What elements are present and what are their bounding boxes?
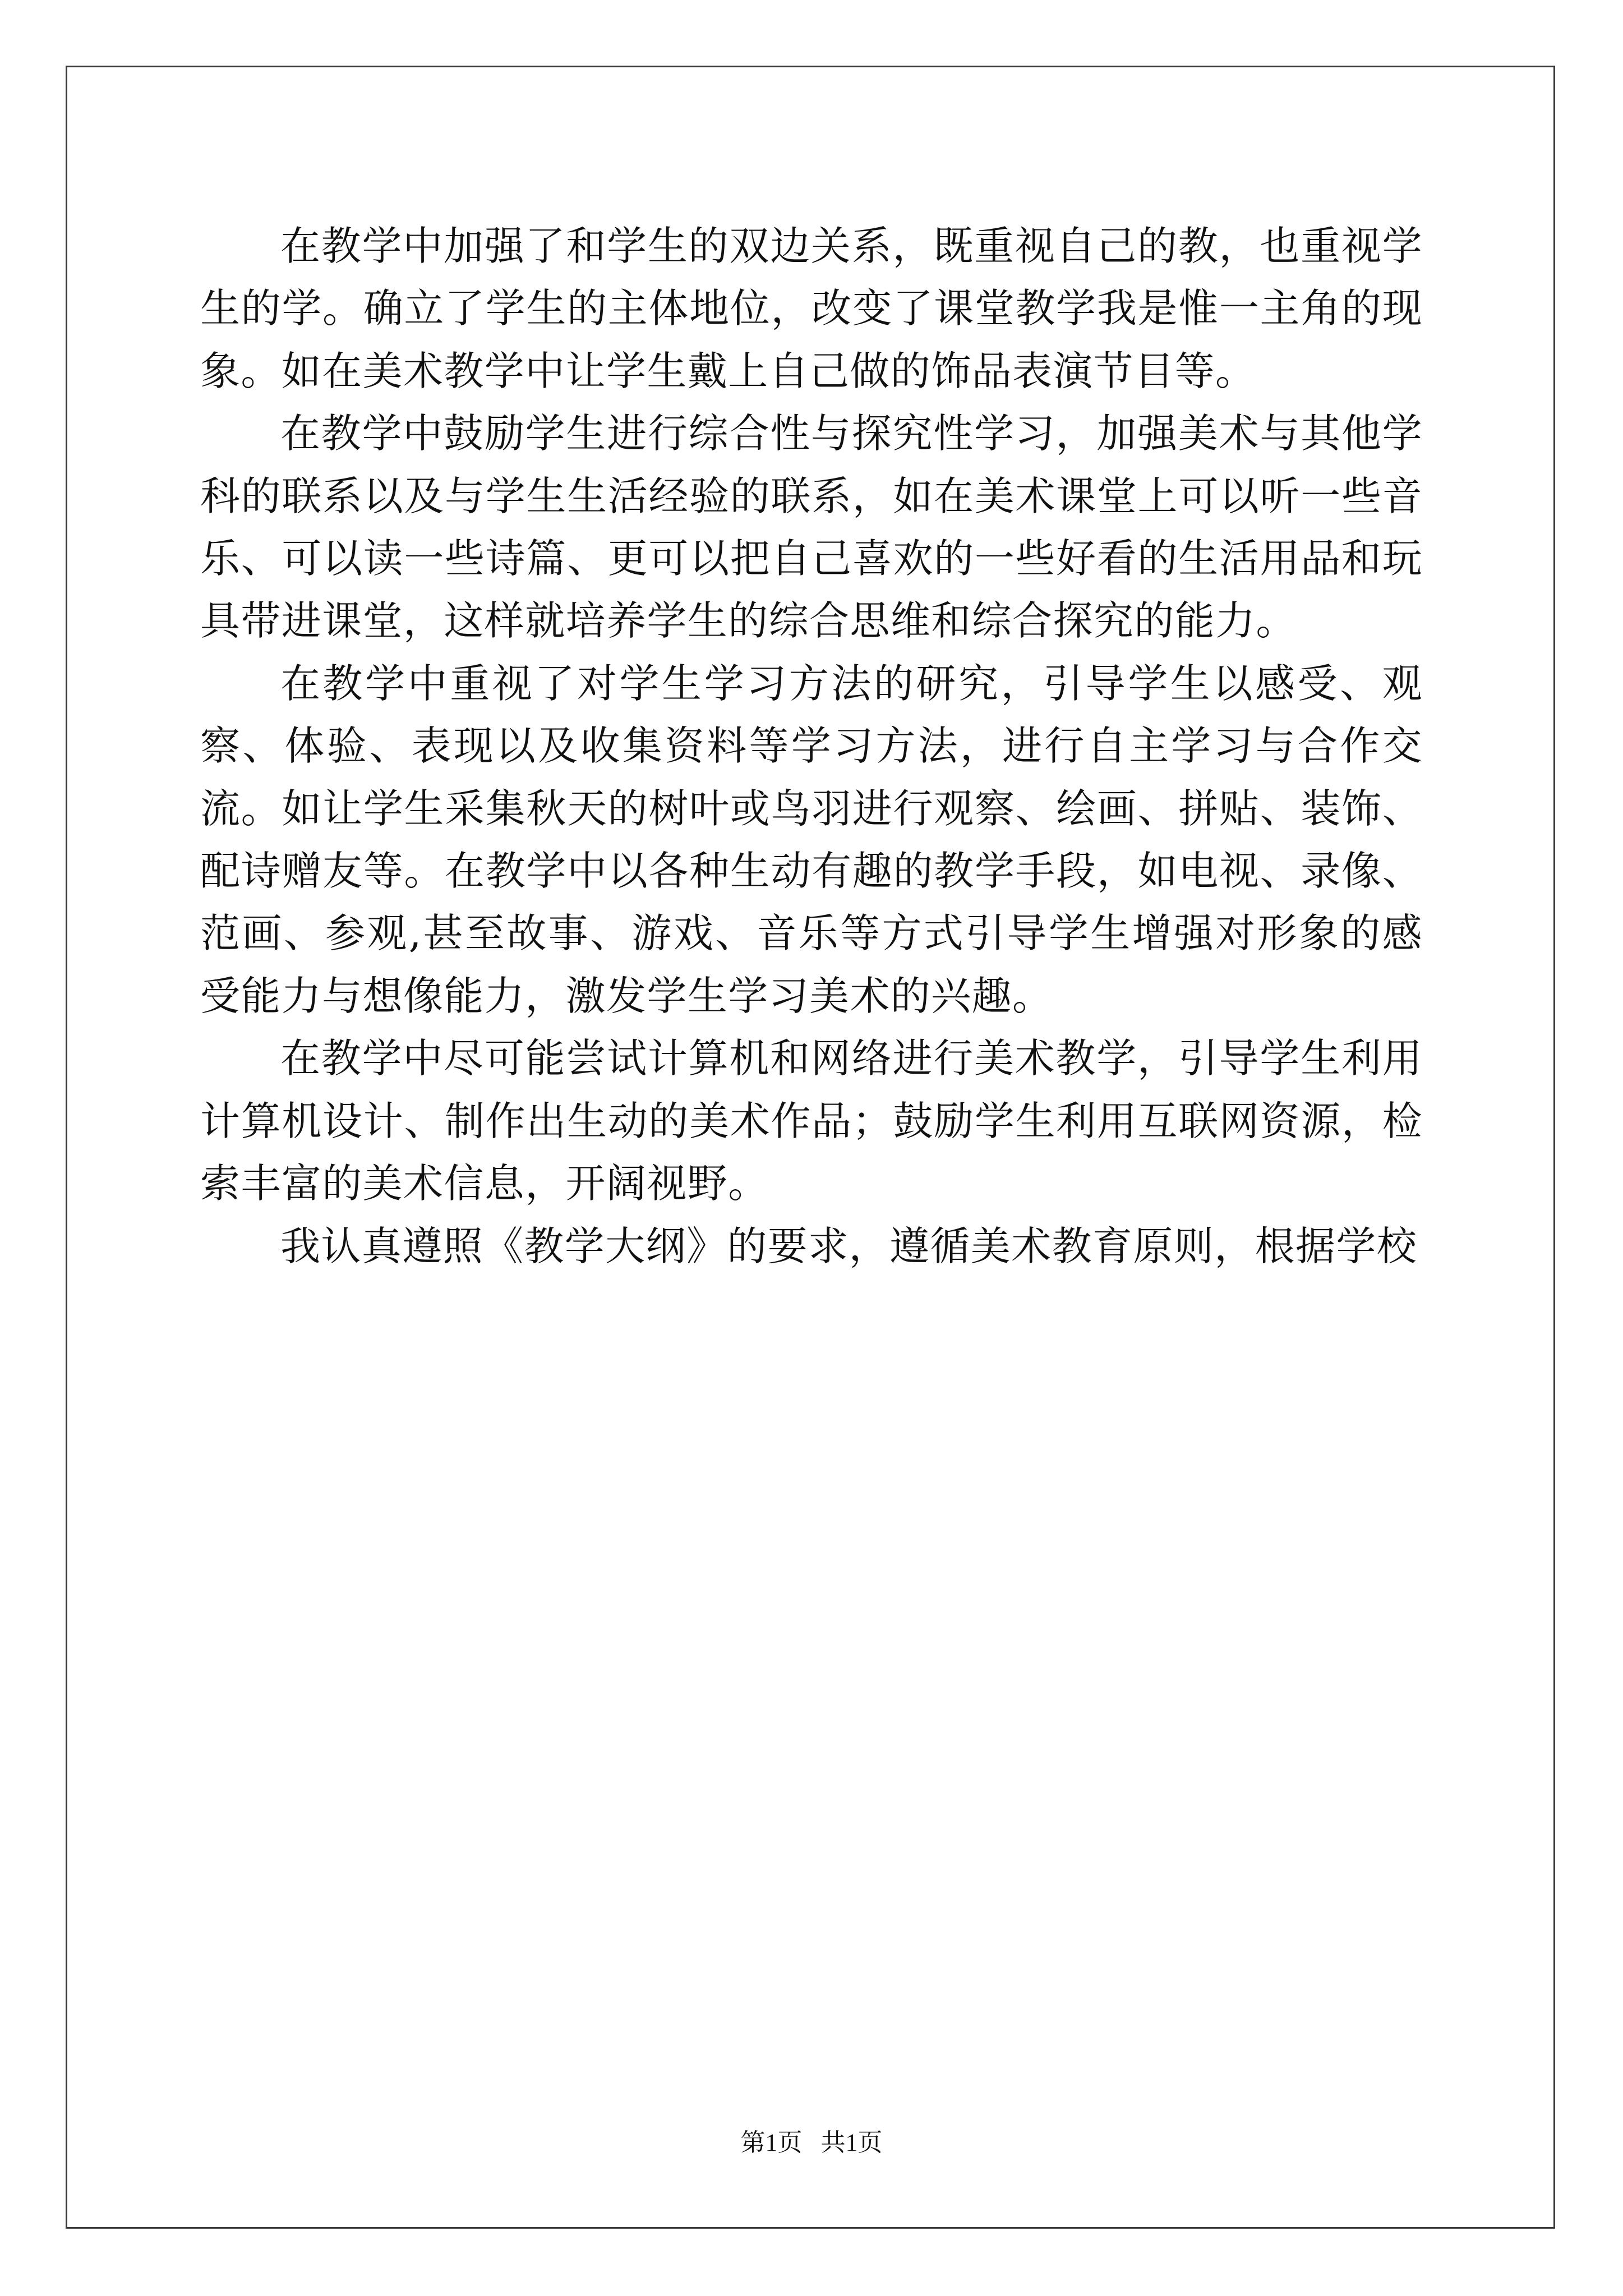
- page-footer: [0, 2128, 1623, 2157]
- document-body: [200, 215, 1423, 1277]
- paragraph-4: 在教学中尽可能尝试计算机和网络进行美术教学，引导学生利用计算机设计、制作出生动的美术作品；鼓励学生利用互联网资源，检索丰富的美术信息，开阔视野。: [200, 1035, 1423, 1207]
- page-total: 共1页: [820, 2129, 883, 2156]
- page-number: 第1页: [740, 2129, 803, 2156]
- paragraph-2: 在教学中鼓励学生进行综合性与探究性学习，加强美术与其他学科的联系以及与学生生活经验的联系，如在美术课堂上可以听一些音乐、可以读一些诗篇、更可以把自己喜欢的一些好看的生活用品和玩具带进课堂，这样就培养学生的综合思维和综合探究的能力。: [200, 410, 1423, 645]
- paragraph-1: 在教学中加强了和学生的双边关系，既重视自己的教，也重视学生的学。确立了学生的主体地位，改变了课堂教学我是惟一主角的现象。如在美术教学中让学生戴上自己做的饰品表演节目等。: [200, 223, 1423, 394]
- paragraph-3: 在教学中重视了对学生学习方法的研究，引导学生以感受、观察、体验、表现以及收集资料等学习方法，进行自主学习与合作交流。如让学生采集秋天的树叶或鸟羽进行观察、绘画、拼贴、装饰、配诗赠友等。在教学中以各种生动有趣的教学手段，如电视、录像、范画、参观,甚至故事、游戏、音乐等方式引导学生增强对形象的感受能力与想像能力，激发学生学习美术的兴趣。: [200, 660, 1423, 1019]
- paragraph-5: 我认真遵照《教学大纲》的要求，遵循美术教育原则，根据学校: [280, 1222, 1418, 1269]
